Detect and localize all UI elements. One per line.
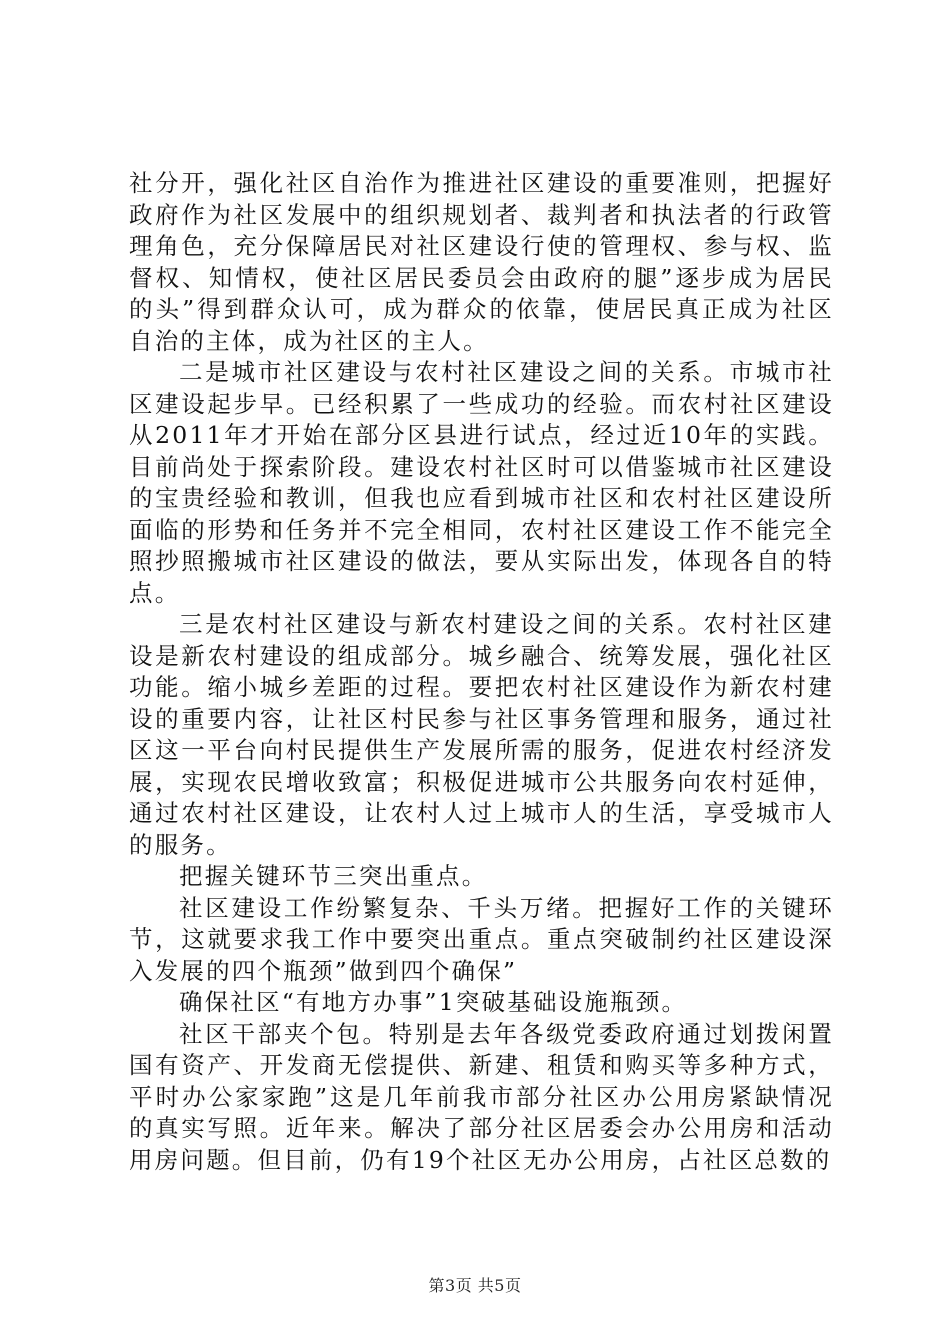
paragraph-6: 确保社区“有地方办事”1突破基础设施瓶颈。 [179,988,688,1016]
paragraph-5: 社区建设工作纷繁复杂、千头万绪。把握好工作的关键环节，这就要求我工作中要突出重点。重点突破制约社区建设深入发展的四个瓶颈”做到四个确保” [129,893,834,985]
document-body [129,168,834,1176]
paragraph-2: 二是城市社区建设与农村社区建设之间的关系。市城市社区建设起步早。已经积累了一些成功的经验。而农村社区建设从2011年才开始在部分区县进行试点，经过近10年的实践。目前尚处于探索阶段。建设农村社区时可以借鉴城市社区建设的宝贵经验和教训，但我也应看到城市社区和农村社区建设所面临的形势和任务并不完全相同，农村社区建设工作不能完全照抄照搬城市社区建设的做法，要从实际出发，体现各自的特点。 [129,358,834,607]
paragraph-3: 三是农村社区建设与新农村建设之间的关系。农村社区建设是新农村建设的组成部分。城乡融合、统筹发展，强化社区功能。缩小城乡差距的过程。要把农村社区建设作为新农村建设的重要内容，让社区村民参与社区事务管理和服务，通过社区这一平台向村民提供生产发展所需的服务，促进农村经济发展，实现农民增收致富；积极促进城市公共服务向农村延伸，通过农村社区建设，让农村人过上城市人的生活，享受城市人的服务。 [129,610,834,859]
page-number-label: 第3页 共5页 [428,1276,522,1295]
paragraph-4: 把握关键环节三突出重点。 [179,862,488,890]
paragraph-1: 社分开，强化社区自治作为推进社区建设的重要准则，把握好政府作为社区发展中的组织规划者、裁判者和执法者的行政管理角色，充分保障居民对社区建设行使的管理权、参与权、监督权、知情权，使社区居民委员会由政府的腿”逐步成为居民的头”得到群众认可，成为群众的依靠，使居民真正成为社区自治的主体，成为社区的主人。 [129,169,834,355]
page-footer [0,1276,950,1296]
paragraph-7: 社区干部夹个包。特别是去年各级党委政府通过划拨闲置国有资产、开发商无偿提供、新建、租赁和购买等多种方式，平时办公家家跑”这是几年前我市部分社区办公用房紧缺情况的真实写照。近年来。解决了部分社区居委会办公用房和活动用房问题。但目前，仍有19个社区无办公用房，占社区总数的 [129,1019,834,1174]
